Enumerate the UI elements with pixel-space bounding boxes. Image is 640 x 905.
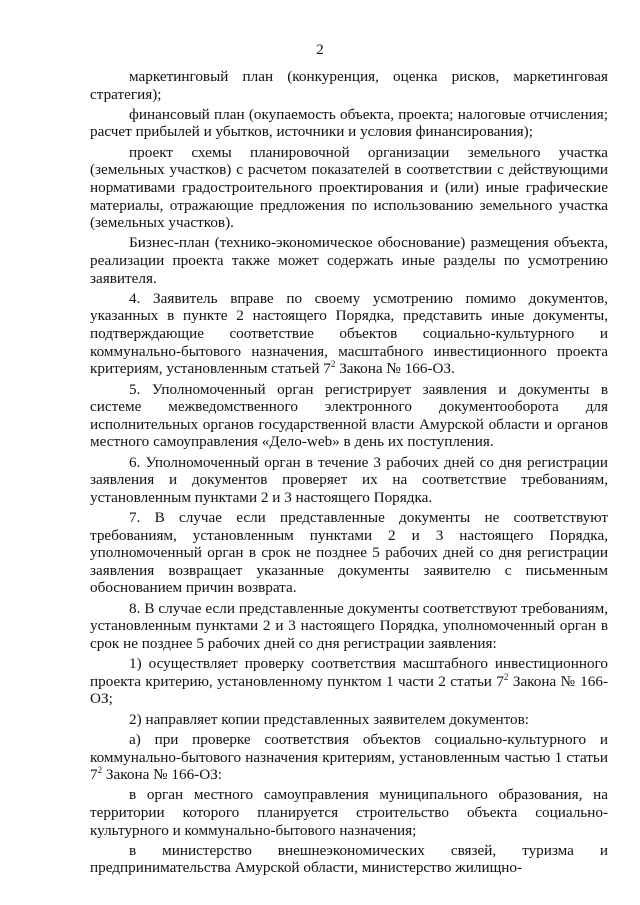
paragraph	[90, 655, 608, 708]
paragraph: 2) направляет копии представленных заявителем документов:	[129, 710, 530, 728]
paragraph-tail: Закона № 166-ОЗ;	[90, 672, 609, 708]
paragraph	[90, 290, 608, 378]
paragraph: маркетинговый план (конкуренция, оценка рисков, маркетинговая стратегия);	[90, 68, 608, 103]
paragraph	[90, 731, 608, 784]
superscript: 2	[97, 765, 103, 776]
superscript: 2	[330, 359, 336, 370]
paragraph-tail: Закона № 166-ОЗ:	[102, 766, 223, 784]
paragraph-text: а) при проверке соответствия объектов социально-культурного и коммунально-бытового назначения критериям, установленным частью 1 статьи 7	[90, 730, 608, 784]
superscript: 2	[503, 671, 509, 682]
paragraph: в министерство внешнеэкономических связей, туризма и предпринимательства Амурской области, министерство жилищно-	[90, 841, 608, 877]
paragraph: 8. В случае если представленные документы соответствуют требованиям, установленным пунктами 2 и 3 настоящего Порядка, уполномоченный орган в срок не позднее 5 рабочих дней со дня регистрации заявления:	[90, 599, 608, 652]
paragraph-text: 4. Заявитель вправе по своему усмотрению помимо документов, указанных в пункте 2 настоящего Порядка, представить иные документы, подтверждающие соответствие объектов социально-культурного и коммунально-бытового назначения, масштабного инвестиционного проекта критериям, установленным статьей 7	[90, 289, 608, 378]
paragraph: 5. Уполномоченный орган регистрирует заявления и документы в системе межведомственного электронного документооборота для исполнительных органов государственной власти Амурской области и органов местного самоуправления «Дело-web» в день их поступления.	[90, 380, 608, 451]
page-number: 2	[316, 42, 324, 58]
paragraph-text: 1) осуществляет проверку соответствия масштабного инвестиционного проекта критерию, установленному пунктом 1 части 2 статьи 7	[90, 655, 608, 690]
paragraph: проект схемы планировочной организации земельного участка (земельных участков) с расчетом показателей в соответствии с действующими нормативами градостроительного проектирования и (или) иные графические материалы, отражающие предложения по использованию земельного участка (земельных участков).	[90, 143, 608, 232]
paragraph: Бизнес-план (технико-экономическое обоснование) размещения объекта, реализации проекта также может содержать иные разделы по усмотрению заявителя.	[90, 234, 608, 287]
paragraph: 6. Уполномоченный орган в течение 3 рабочих дней со дня регистрации заявления и документов проверяет их на соответствие требованиям, установленным пунктами 2 и 3 настоящего Порядка.	[90, 453, 608, 506]
paragraph: в орган местного самоуправления муниципального образования, на территории которого планируется строительство объекта социально-культурного и коммунально-бытового назначения;	[90, 786, 608, 839]
document-body	[90, 68, 608, 880]
paragraph: финансовый план (окупаемость объекта, проекта; налоговые отчисления; расчет прибылей и убытков, источники и условия финансирования);	[90, 105, 608, 141]
paragraph-tail: Закона № 166-ОЗ.	[335, 360, 455, 378]
paragraph: 7. В случае если представленные документы не соответствуют требованиям, установленным пунктами 2 и 3 настоящего Порядка, уполномоченный орган в срок не позднее 5 рабочих дней со дня регистрации заявления возвращает указанные документы заявителю с письменным обоснованием причин возврата.	[90, 509, 608, 597]
